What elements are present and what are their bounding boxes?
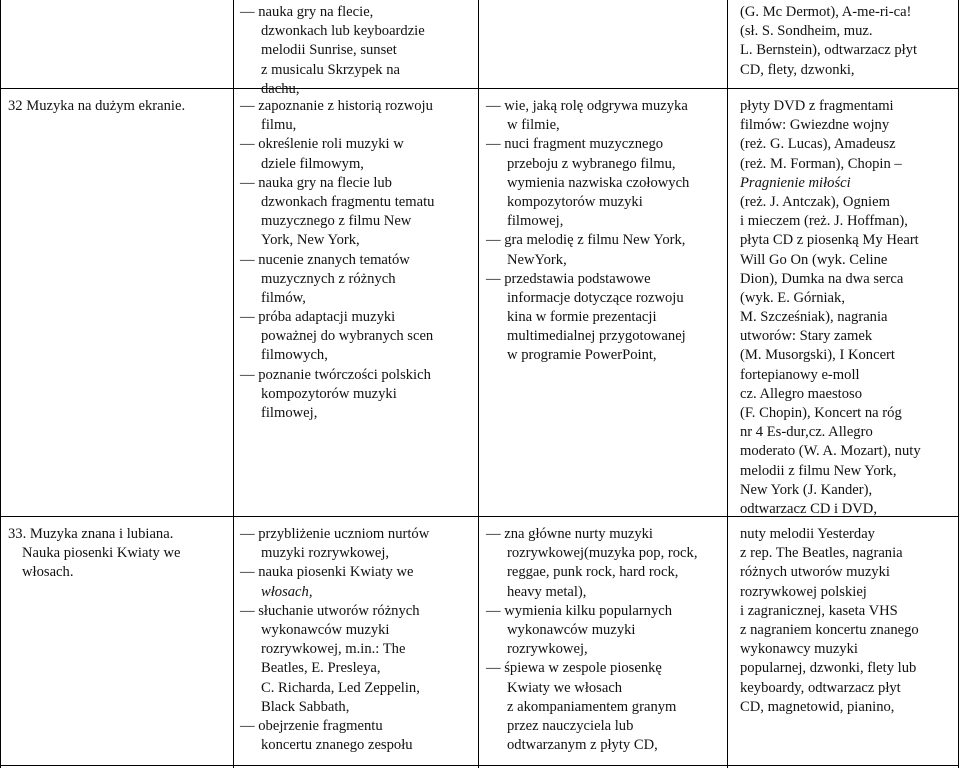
text-line: — śpiewa w zespole piosenkę (486, 659, 697, 678)
table-border-bottom (0, 765, 958, 766)
text-line: CD, flety, dzwonki, (740, 61, 855, 78)
text-line: (M. Musorgski), I Koncert (740, 347, 895, 364)
table-border-right (958, 0, 959, 768)
text-line: — określenie roli muzyki w (240, 135, 434, 154)
text-line: dziele filmowym, (261, 155, 364, 172)
text-line: wykonawcy muzyki (740, 641, 858, 658)
text-line: Nauka piosenki Kwiaty we (22, 545, 181, 562)
text-line: popularnej, dzwonki, flety lub (740, 660, 917, 677)
text-line: — poznanie twórczości polskich (240, 366, 434, 385)
row-3-achievements-cell (486, 525, 697, 755)
text-line: — słuchanie utworów różnych (240, 602, 429, 621)
text-line: — wie, jaką rolę odgrywa muzyka (486, 97, 689, 116)
text-line: fortepianowy e-moll (740, 366, 860, 383)
text-line: keyboardy, odtwarzacz płyt (740, 679, 901, 696)
row-divider-1 (0, 88, 958, 89)
text-line: rozrywkowej(muzyka pop, rock, (507, 545, 698, 562)
text-line: Pragnienie miłości (740, 174, 851, 191)
text-line: — przybliżenie uczniom nurtów (240, 525, 429, 544)
text-line: rozrywkowej, (507, 641, 588, 658)
text-line: cz. Allegro maestoso (740, 385, 862, 402)
text-line: z nagraniem koncertu znanego (740, 621, 919, 638)
text-line: kina w formie prezentacji (507, 309, 657, 326)
text-line: filmowej, (507, 213, 564, 230)
text-line: reggae, punk rock, hard rock, (507, 564, 679, 581)
column-divider-1 (233, 0, 234, 768)
text-line: (reż. G. Lucas), Amadeusz (740, 136, 896, 153)
text-line: włosach. (22, 564, 74, 581)
text-line: 32 Muzyka na dużym ekranie. (8, 98, 186, 114)
text-line: wykonawców muzyki (507, 621, 636, 638)
text-line: z akompaniamentem granym (507, 698, 677, 715)
text-line: rozrywkowej polskiej (740, 583, 867, 600)
text-line: wymienia nazwiska czołowych (507, 174, 690, 191)
text-line: (reż. J. Antczak), Ogniem (740, 193, 890, 210)
text-line: Black Sabbath, (261, 698, 350, 715)
text-line: — przedstawia podstawowe (486, 270, 689, 289)
text-line: dzwonkach lub keyboardzie (261, 23, 425, 40)
text-line: — wymienia kilku popularnych (486, 602, 697, 621)
text-line: płyta CD z piosenką My Heart (740, 232, 919, 249)
row-3-goals-cell (240, 525, 429, 755)
text-line: heavy metal), (507, 583, 587, 600)
text-line: L. Bernstein), odtwarzacz płyt (740, 42, 918, 59)
text-line: nr 4 Es-dur,cz. Allegro (740, 424, 873, 441)
text-line: i mieczem (reż. J. Hoffman), (740, 213, 908, 230)
text-line: New York (J. Kander), (740, 481, 873, 498)
text-line: kompozytorów muzyki (507, 193, 643, 210)
text-line: — próba adaptacji muzyki (240, 308, 434, 327)
text-line: (wyk. E. Górniak, (740, 289, 845, 306)
row-3-materials-cell (740, 525, 919, 717)
text-line: — nauka gry na flecie, (240, 3, 425, 22)
text-line: — zapoznanie z historią rozwoju (240, 97, 434, 116)
text-line: — zna główne nurty muzyki (486, 525, 697, 544)
text-line: filmowych, (261, 347, 328, 364)
text-line: włosach, (261, 583, 313, 600)
text-line: różnych utworów muzyki (740, 564, 890, 581)
text-line: — nauka gry na flecie lub (240, 174, 434, 193)
text-line: płyty DVD z fragmentami (740, 98, 894, 114)
text-line: dachu, (261, 80, 300, 97)
text-line: (sł. S. Sondheim, muz. (740, 23, 873, 40)
text-line: 33. Muzyka znana i lubiana. (8, 526, 174, 542)
text-line: z rep. The Beatles, nagrania (740, 545, 903, 562)
text-line: wykonawców muzyki (261, 621, 390, 638)
text-line: informacje dotyczące rozwoju (507, 289, 684, 306)
text-line: muzycznego z filmu New (261, 213, 412, 230)
text-line: przeboju z wybranego filmu, (507, 155, 676, 172)
text-line: rozrywkowej, m.in.: The (261, 641, 406, 658)
text-line: utworów: Stary zamek (740, 328, 873, 345)
text-line: NewYork, (507, 251, 567, 268)
row-2-materials-cell (740, 97, 921, 519)
row-2-achievements-cell (486, 97, 689, 366)
row-2-topic-cell (8, 97, 185, 116)
text-line: Dion), Dumka na dwa serca (740, 270, 904, 287)
text-line: — nauka piosenki Kwiaty we (240, 563, 429, 582)
text-line: filmu, (261, 117, 297, 134)
text-line: melodii z filmu New York, (740, 462, 897, 479)
text-line: (F. Chopin), Koncert na róg (740, 405, 902, 421)
text-line: muzyki rozrywkowej, (261, 545, 390, 562)
column-divider-3 (727, 0, 728, 768)
text-line: C. Richarda, Led Zeppelin, (261, 679, 420, 696)
text-line: kompozytorów muzyki (261, 385, 397, 402)
text-line: odtwarzanym z płyty CD, (507, 737, 658, 754)
text-line: filmów, (261, 289, 306, 306)
column-divider-2 (478, 0, 479, 768)
text-line: York, New York, (261, 232, 360, 249)
text-line: multimedialnej przygotowanej (507, 328, 686, 345)
text-line: muzycznych z różnych (261, 270, 396, 287)
text-line: melodii Sunrise, sunset (261, 42, 397, 59)
text-line: filmów: Gwiezdne wojny (740, 117, 890, 134)
text-line: nuty melodii Yesterday (740, 526, 875, 542)
text-line: — nuci fragment muzycznego (486, 135, 689, 154)
text-line: poważnej do wybranych scen (261, 328, 434, 345)
text-line: (G. Mc Dermot), A-me-ri-ca! (740, 4, 912, 20)
text-line: filmowej, (261, 405, 318, 421)
text-line: i zagranicznej, kaseta VHS (740, 602, 898, 619)
text-line: w filmie, (507, 117, 560, 134)
text-line: moderato (W. A. Mozart), nuty (740, 443, 921, 460)
text-line: z musicalu Skrzypek na (261, 61, 401, 78)
text-line: w programie PowerPoint, (507, 347, 657, 364)
row-1-materials-cell (740, 3, 917, 80)
text-line: — obejrzenie fragmentu (240, 717, 429, 736)
text-line: koncertu znanego zespołu (261, 737, 413, 754)
text-line: (reż. M. Forman), Chopin – (740, 155, 902, 172)
row-2-goals-cell (240, 97, 434, 423)
row-1-goals-cell (240, 3, 425, 99)
text-line: przez nauczyciela lub (507, 717, 634, 734)
text-line: odtwarzacz CD i DVD, (740, 500, 877, 517)
text-line: Kwiaty we włosach (507, 679, 623, 696)
text-line: Beatles, E. Presleya, (261, 660, 381, 677)
text-line: — gra melodię z filmu New York, (486, 231, 689, 250)
text-line: CD, magnetowid, pianino, (740, 698, 895, 715)
row-3-topic-cell (8, 525, 180, 583)
text-line: M. Szcześniak), nagrania (740, 309, 888, 326)
text-line: Will Go On (wyk. Celine (740, 251, 888, 268)
text-line: — nucenie znanych tematów (240, 251, 434, 270)
text-line: dzwonkach fragmentu tematu (261, 193, 435, 210)
table-border-left (0, 0, 1, 768)
